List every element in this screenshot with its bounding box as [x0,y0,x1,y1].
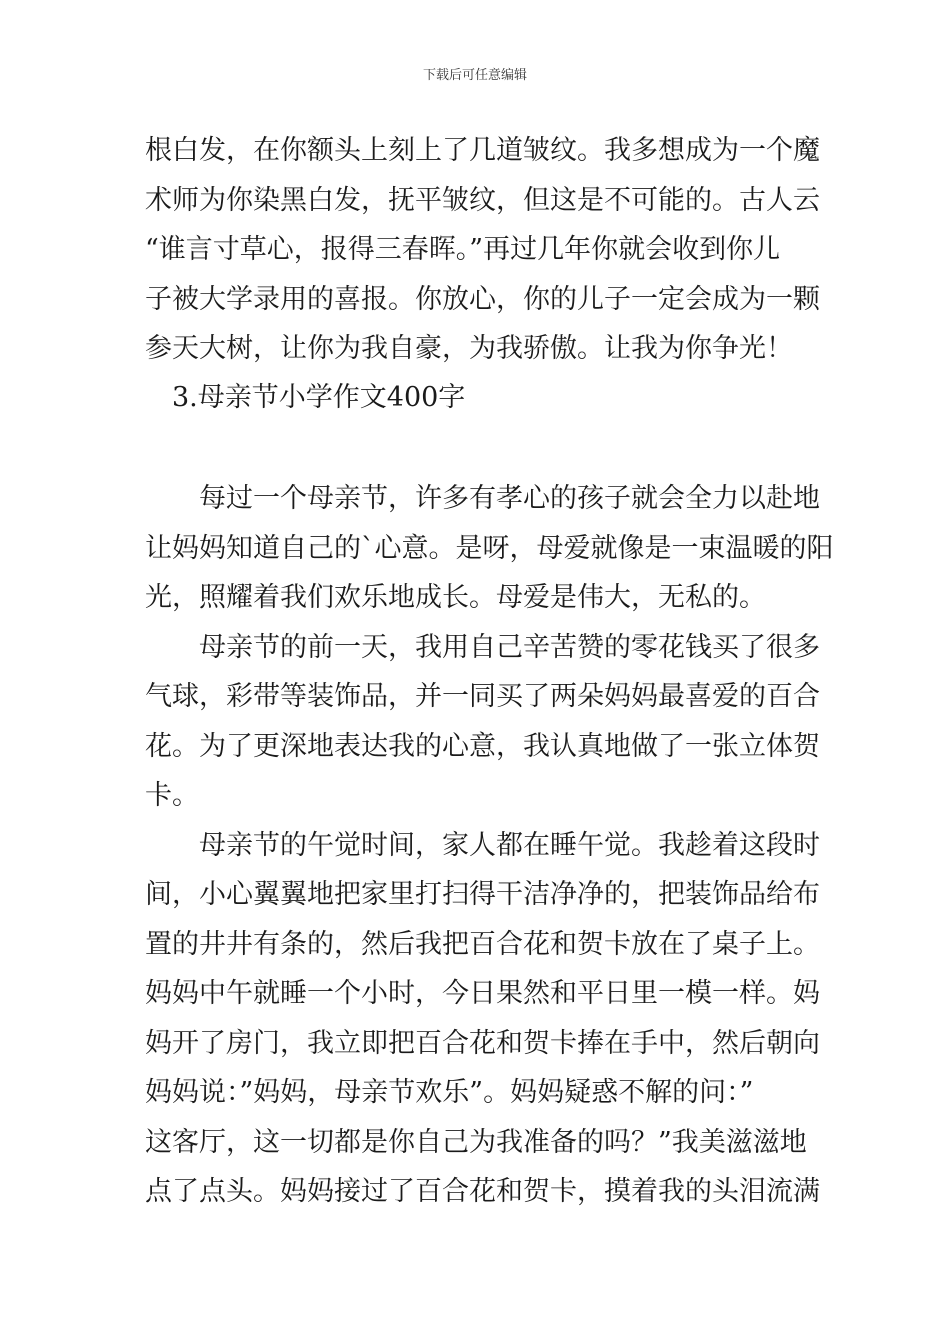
text-line: 置的井井有条的，然后我把百合花和贺卡放在了桌子上。 [145,928,820,960]
text-line: 每过一个母亲节，许多有孝心的孩子就会全力以赴地 [199,483,820,514]
essay-body [145,474,834,1217]
text-line: 妈开了房门，我立即把百合花和贺卡捧在手中，然后朝向 [145,1027,820,1059]
text-line: 子被大学录用的喜报。你放心，你的儿子一定会成为一颗 [145,283,820,315]
text-line: 花。为了更深地表达我的心意，我认真地做了一张立体贺 [145,730,820,762]
text-line: 参天大树，让你为我自豪，为我骄傲。让我为你争光！ [145,333,793,364]
text-line: 妈妈中午就睡一个小时，今日果然和平日里一模一样。妈 [145,978,820,1009]
text-line: 让妈妈知道自己的`心意。是呀，母爱就像是一束温暖的阳 [145,532,834,564]
text-line: 点了点头。妈妈接过了百合花和贺卡，摸着我的头泪流满 [145,1176,820,1207]
text-line: 母亲节的前一天，我用自己辛苦赞的零花钱买了很多 [199,631,820,663]
text-line: 妈妈说：”妈妈，母亲节欢乐”。妈妈疑惑不解的问：” [145,1077,754,1108]
text-line: 卡。 [145,780,199,811]
text-line: 根白发，在你额头上刻上了几道皱纹。我多想成为一个魔 [145,135,820,166]
section-heading: 3.母亲节小学作文400字 [172,382,466,413]
text-line: 气球，彩带等装饰品，并一同买了两朵妈妈最喜爱的百合 [145,681,820,712]
paragraph-continued [145,126,820,374]
text-line: 这客厅，这一切都是你自己为我准备的吗？”我美滋滋地 [145,1126,807,1158]
text-line: 术师为你染黑白发，抚平皱纹，但这是不可能的。古人云 [145,184,820,216]
text-line: 间，小心翼翼地把家里打扫得干洁净净的，把装饰品给布 [145,879,820,910]
text-line: 光，照耀着我们欢乐地成长。母爱是伟大，无私的。 [145,582,766,613]
text-line: 母亲节的午觉时间，家人都在睡午觉。我趁着这段时 [199,829,820,861]
text-line: “谁言寸草心，报得三春晖。”再过几年你就会收到你儿 [145,234,781,265]
header-note: 下载后可任意编辑 [422,68,527,83]
